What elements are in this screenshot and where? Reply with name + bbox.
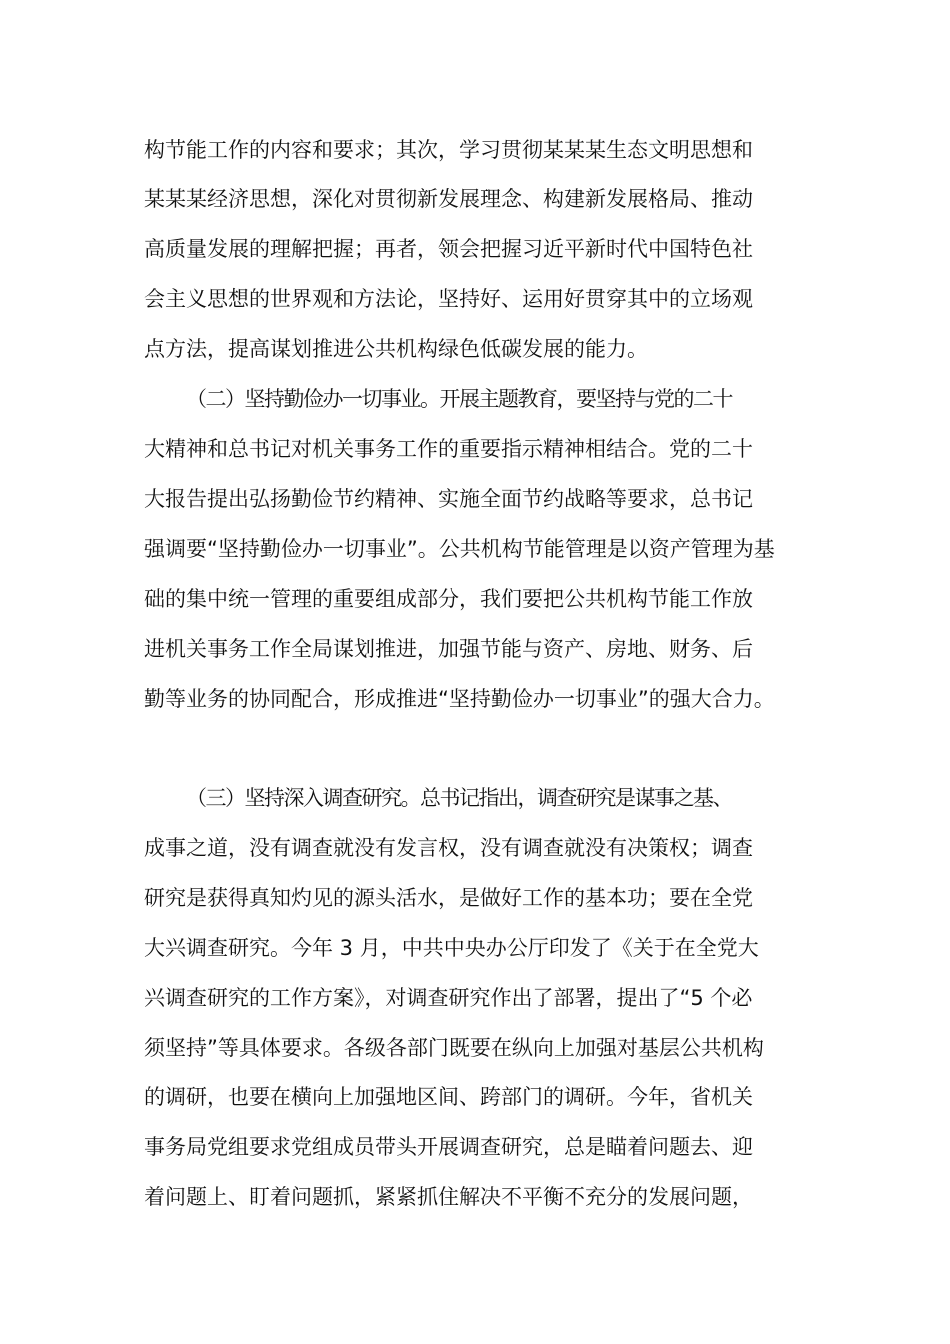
text-line: 的调研，也要在横向上加强地区间、跨部门的调研。今年，省机关 — [144, 1085, 753, 1109]
text-line: 大报告提出弘扬勤俭节约精神、实施全面节约战略等要求，总书记 — [144, 487, 753, 511]
text-line: 强调要“坚持勤俭办一切事业”。公共机构节能管理是以资产管理为基 — [144, 537, 775, 561]
text-line: 某某某经济思想，深化对贯彻新发展理念、构建新发展格局、推动 — [144, 187, 753, 211]
text-line: （三）坚持深入调查研究。总书记指出，调查研究是谋事之基、 — [186, 786, 732, 810]
text-line: 研究是获得真知灼见的源头活水，是做好工作的基本功；要在全党 — [144, 886, 753, 910]
text-line: 成事之道，没有调查就没有发言权，没有调查就没有决策权；调查 — [144, 836, 753, 860]
text-line: 高质量发展的理解把握；再者，领会把握习近平新时代中国特色社 — [144, 237, 753, 261]
text-line: 大兴调查研究。今年 3 月，中共中央办公厅印发了《关于在全党大 — [144, 936, 759, 960]
text-line: 点方法，提高谋划推进公共机构绿色低碳发展的能力。 — [144, 337, 648, 361]
text-line: 须坚持”等具体要求。各级各部门既要在纵向上加强对基层公共机构 — [144, 1036, 764, 1060]
text-line: （二）坚持勤俭办一切事业。开展主题教育，要坚持与党的二十 — [186, 387, 732, 411]
text-line: 大精神和总书记对机关事务工作的重要指示精神相结合。党的二十 — [144, 437, 753, 461]
text-line: 兴调查研究的工作方案》，对调查研究作出了部署，提出了“5 个必 — [144, 986, 753, 1010]
text-line: 础的集中统一管理的重要组成部分，我们要把公共机构节能工作放 — [144, 587, 753, 611]
text-line: 进机关事务工作全局谋划推进，加强节能与资产、房地、财务、后 — [144, 637, 753, 661]
text-line: 构节能工作的内容和要求；其次，学习贯彻某某某生态文明思想和 — [144, 138, 753, 162]
text-line: 会主义思想的世界观和方法论，坚持好、运用好贯穿其中的立场观 — [144, 287, 753, 311]
text-line: 勤等业务的协同配合，形成推进“坚持勤俭办一切事业”的强大合力。 — [144, 687, 775, 711]
text-line: 着问题上、盯着问题抓，紧紧抓住解决不平衡不充分的发展问题， — [144, 1185, 753, 1209]
text-line: 事务局党组要求党组成员带头开展调查研究，总是瞄着问题去、迎 — [144, 1135, 753, 1159]
